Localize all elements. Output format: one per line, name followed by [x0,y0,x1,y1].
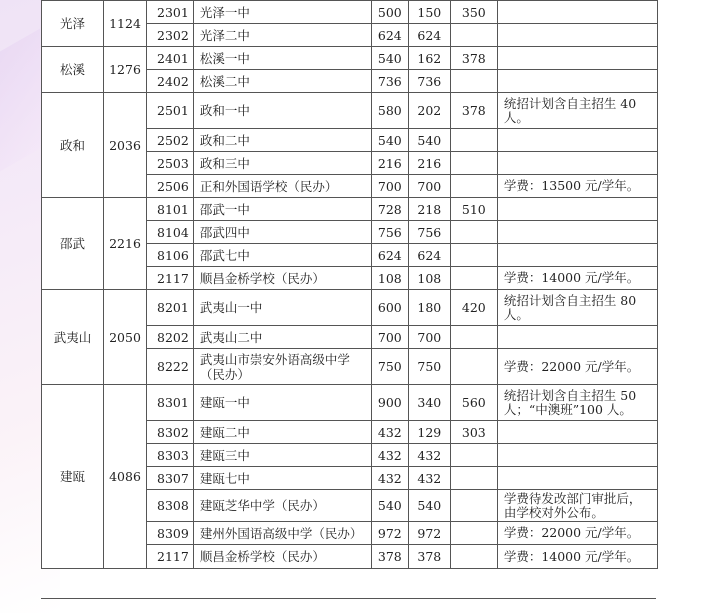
unified-plan-cell [450,545,497,569]
plan-total-cell: 432 [371,467,408,490]
note-cell [497,444,657,467]
local-plan-cell: 540 [408,490,450,522]
local-plan-cell: 150 [408,1,450,24]
school-name-cell: 顺昌金桥学校（民办） [193,267,371,290]
school-name-cell: 顺昌金桥学校（民办） [193,545,371,569]
unified-plan-cell [450,244,497,267]
school-code-cell: 8302 [147,421,194,444]
school-name-cell: 正和外国语学校（民办） [193,175,371,198]
note-cell: 统招计划含自主招生 40 人。 [497,93,657,129]
local-plan-cell: 218 [408,198,450,221]
enrollment-plan-table [41,0,658,569]
local-plan-cell: 756 [408,221,450,244]
local-plan-cell: 624 [408,24,450,47]
school-code-cell: 8309 [147,522,194,545]
plan-total-cell: 624 [371,244,408,267]
note-cell [497,244,657,267]
local-plan-cell: 700 [408,326,450,349]
district-total-cell: 4086 [104,385,147,569]
local-plan-cell: 624 [408,244,450,267]
local-plan-cell: 432 [408,467,450,490]
note-cell [497,129,657,152]
local-plan-cell: 108 [408,267,450,290]
local-plan-cell: 432 [408,444,450,467]
plan-total-cell: 580 [371,93,408,129]
unified-plan-cell: 560 [450,385,497,421]
unified-plan-cell: 350 [450,1,497,24]
local-plan-cell: 202 [408,93,450,129]
table-row [42,93,658,129]
unified-plan-cell [450,490,497,522]
plan-total-cell: 900 [371,385,408,421]
note-cell [497,152,657,175]
table-row [42,198,658,221]
plan-total-cell: 378 [371,545,408,569]
district-cell: 政和 [42,93,104,198]
school-name-cell: 建瓯二中 [193,421,371,444]
note-cell [497,24,657,47]
district-total-cell: 1276 [104,47,147,93]
school-code-cell: 8307 [147,467,194,490]
school-name-cell: 武夷山二中 [193,326,371,349]
table-row [42,47,658,70]
plan-total-cell: 624 [371,24,408,47]
district-total-cell: 1124 [104,1,147,47]
note-cell [497,47,657,70]
plan-total-cell: 700 [371,326,408,349]
school-name-cell: 松溪二中 [193,70,371,93]
school-code-cell: 8301 [147,385,194,421]
school-code-cell: 2503 [147,152,194,175]
plan-total-cell: 750 [371,349,408,385]
unified-plan-cell [450,24,497,47]
local-plan-cell: 540 [408,129,450,152]
table-body [42,0,658,569]
school-code-cell: 8308 [147,490,194,522]
district-cell: 松溪 [42,47,104,93]
note-cell [497,1,657,24]
district-total-cell: 2216 [104,198,147,290]
unified-plan-cell [450,467,497,490]
table-bottom-border [41,598,656,599]
local-plan-cell: 340 [408,385,450,421]
plan-total-cell: 500 [371,1,408,24]
plan-total-cell: 728 [371,198,408,221]
district-cell: 建瓯 [42,385,104,569]
local-plan-cell: 972 [408,522,450,545]
school-name-cell: 光泽一中 [193,1,371,24]
school-code-cell: 8303 [147,444,194,467]
unified-plan-cell [450,221,497,244]
school-name-cell: 建瓯三中 [193,444,371,467]
school-name-cell: 武夷山市崇安外语高级中学（民办） [193,349,371,385]
school-name-cell: 邵武一中 [193,198,371,221]
note-cell: 学费：14000 元/学年。 [497,545,657,569]
unified-plan-cell [450,444,497,467]
unified-plan-cell [450,267,497,290]
plan-total-cell: 216 [371,152,408,175]
unified-plan-cell [450,175,497,198]
unified-plan-cell: 420 [450,290,497,326]
table-row [42,385,658,421]
local-plan-cell: 162 [408,47,450,70]
district-total-cell: 2036 [104,93,147,198]
local-plan-cell: 736 [408,70,450,93]
unified-plan-cell [450,326,497,349]
note-cell [497,467,657,490]
local-plan-cell: 129 [408,421,450,444]
note-cell [497,198,657,221]
district-total-cell: 2050 [104,290,147,385]
school-code-cell: 8106 [147,244,194,267]
plan-total-cell: 432 [371,444,408,467]
note-cell [497,326,657,349]
school-name-cell: 武夷山一中 [193,290,371,326]
plan-total-cell: 540 [371,129,408,152]
school-code-cell: 8201 [147,290,194,326]
district-cell: 武夷山 [42,290,104,385]
school-name-cell: 光泽二中 [193,24,371,47]
plan-total-cell: 540 [371,47,408,70]
school-code-cell: 8101 [147,198,194,221]
school-code-cell: 2301 [147,1,194,24]
school-name-cell: 邵武七中 [193,244,371,267]
school-code-cell: 2402 [147,70,194,93]
unified-plan-cell [450,522,497,545]
local-plan-cell: 216 [408,152,450,175]
note-cell: 统招计划含自主招生 50 人；“中澳班”100 人。 [497,385,657,421]
unified-plan-cell: 510 [450,198,497,221]
plan-total-cell: 108 [371,267,408,290]
plan-total-cell: 432 [371,421,408,444]
school-name-cell: 政和三中 [193,152,371,175]
note-cell: 学费：22000 元/学年。 [497,349,657,385]
school-code-cell: 2117 [147,267,194,290]
unified-plan-cell: 378 [450,93,497,129]
district-cell: 邵武 [42,198,104,290]
district-cell: 光泽 [42,1,104,47]
unified-plan-cell: 378 [450,47,497,70]
note-cell [497,421,657,444]
school-code-cell: 2117 [147,545,194,569]
table-row [42,1,658,24]
local-plan-cell: 180 [408,290,450,326]
school-name-cell: 政和二中 [193,129,371,152]
school-name-cell: 建瓯一中 [193,385,371,421]
school-code-cell: 2501 [147,93,194,129]
local-plan-cell: 750 [408,349,450,385]
note-cell: 学费：22000 元/学年。 [497,522,657,545]
school-name-cell: 邵武四中 [193,221,371,244]
plan-total-cell: 600 [371,290,408,326]
unified-plan-cell [450,70,497,93]
note-cell: 学费：13500 元/学年。 [497,175,657,198]
school-code-cell: 8104 [147,221,194,244]
school-code-cell: 2502 [147,129,194,152]
unified-plan-cell [450,152,497,175]
school-name-cell: 建州外国语高级中学（民办） [193,522,371,545]
plan-total-cell: 972 [371,522,408,545]
note-cell: 学费：14000 元/学年。 [497,267,657,290]
plan-total-cell: 736 [371,70,408,93]
note-cell [497,221,657,244]
unified-plan-cell [450,349,497,385]
note-cell: 统招计划含自主招生 80 人。 [497,290,657,326]
school-name-cell: 建瓯七中 [193,467,371,490]
school-code-cell: 8202 [147,326,194,349]
school-code-cell: 2302 [147,24,194,47]
note-cell [497,70,657,93]
unified-plan-cell [450,129,497,152]
plan-total-cell: 756 [371,221,408,244]
note-cell: 学费待发改部门审批后，由学校对外公布。 [497,490,657,522]
school-name-cell: 建瓯芝华中学（民办） [193,490,371,522]
table-row [42,290,658,326]
plan-total-cell: 540 [371,490,408,522]
unified-plan-cell: 303 [450,421,497,444]
school-code-cell: 2506 [147,175,194,198]
school-code-cell: 8222 [147,349,194,385]
school-name-cell: 松溪一中 [193,47,371,70]
school-name-cell: 政和一中 [193,93,371,129]
local-plan-cell: 378 [408,545,450,569]
local-plan-cell: 700 [408,175,450,198]
school-code-cell: 2401 [147,47,194,70]
plan-total-cell: 700 [371,175,408,198]
